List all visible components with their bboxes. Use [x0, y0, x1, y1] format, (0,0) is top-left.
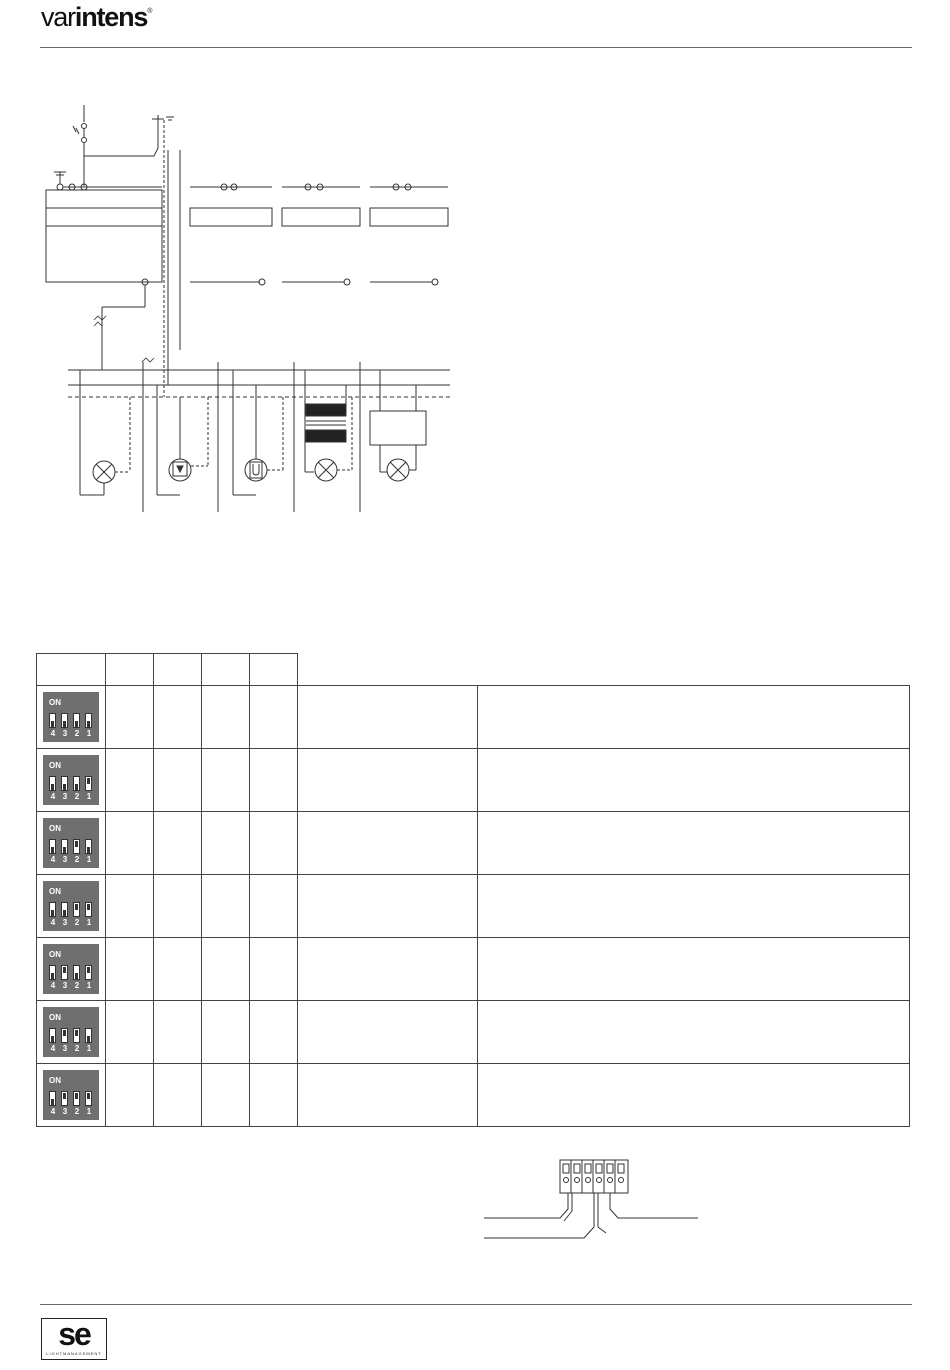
dip-switch-cell	[37, 1064, 106, 1127]
table-cell	[106, 1001, 154, 1064]
dip-switch-graphic	[43, 692, 99, 742]
dip-switch-lever	[85, 1091, 92, 1106]
dip-switch-number: 4	[50, 1107, 56, 1116]
footer-rule	[40, 1304, 912, 1305]
dip-switch-number: 4	[50, 729, 56, 738]
table-cell	[298, 686, 478, 749]
dip-switch-knob	[87, 778, 90, 784]
table-cell	[478, 938, 910, 1001]
table-cell	[478, 749, 910, 812]
dip-switch-number: 2	[74, 1107, 80, 1116]
dip-switch-lever	[73, 1028, 80, 1043]
dip-switch-lever	[73, 776, 80, 791]
table-cell	[250, 686, 298, 749]
table-cell	[298, 749, 478, 812]
dip-on-label: ON	[49, 1076, 61, 1085]
table-cell	[250, 1001, 298, 1064]
dip-switch-knob	[75, 973, 78, 979]
table-cell	[250, 749, 298, 812]
dip-on-label: ON	[49, 824, 61, 833]
table-cell	[298, 812, 478, 875]
table-cell	[250, 1064, 298, 1127]
dip-switch-number: 4	[50, 792, 56, 801]
transformer-lamp-load	[305, 370, 352, 481]
dip-switch-number: 4	[50, 855, 56, 864]
dip-switch-number: 1	[86, 981, 92, 990]
header-cell	[106, 654, 154, 686]
table-header-row	[37, 654, 910, 686]
dip-switch-lever	[61, 839, 68, 854]
dip-switch-knob	[51, 973, 54, 979]
dip-switch-number: 3	[62, 1107, 68, 1116]
dip-switch-cell	[37, 686, 106, 749]
dip-switch-lever	[61, 713, 68, 728]
dip-on-label: ON	[49, 1013, 61, 1022]
dip-switch-number: 1	[86, 729, 92, 738]
dip-switch-lever	[49, 839, 56, 854]
table-cell	[202, 749, 250, 812]
wiring-diagram	[40, 100, 460, 520]
table-cell	[154, 686, 202, 749]
table-cell	[154, 749, 202, 812]
dip-switch-lever	[85, 965, 92, 980]
table-cell	[478, 812, 910, 875]
dip-switch-number: 1	[86, 792, 92, 801]
dip-switch-number: 2	[74, 855, 80, 864]
dip-switch-lever	[73, 713, 80, 728]
table-row	[37, 812, 910, 875]
dip-switch-lever	[61, 902, 68, 917]
dip-switch-number: 3	[62, 855, 68, 864]
table-cell	[202, 812, 250, 875]
dip-switch-graphic	[43, 944, 99, 994]
registered-mark: ®	[147, 8, 152, 15]
dip-switch-number: 1	[86, 1107, 92, 1116]
table-cell	[106, 812, 154, 875]
dip-switch-lever	[49, 713, 56, 728]
brand-part-intens: intens	[74, 2, 148, 32]
dip-switch-knob	[87, 1093, 90, 1099]
se-logo	[41, 1318, 107, 1360]
dip-switch-cell	[37, 938, 106, 1001]
brand-part-var: var	[41, 2, 75, 32]
dip-switch-number: 2	[74, 918, 80, 927]
dip-switch-lever	[49, 965, 56, 980]
dip-switch-knob	[87, 1036, 90, 1042]
dip-switch-lever	[49, 776, 56, 791]
table-cell	[154, 875, 202, 938]
dip-switch-lever	[85, 1028, 92, 1043]
dip-switch-knob	[63, 1093, 66, 1099]
dip-switch-number: 3	[62, 1044, 68, 1053]
dip-switch-number: 3	[62, 729, 68, 738]
dip-switch-lever	[85, 902, 92, 917]
table-row	[37, 938, 910, 1001]
table-cell	[250, 812, 298, 875]
dip-switch-cell	[37, 875, 106, 938]
dip-switch-lever	[85, 776, 92, 791]
dip-switch-lever	[73, 965, 80, 980]
table-row	[37, 686, 910, 749]
dip-switch-graphic	[43, 1007, 99, 1057]
dip-switch-number: 4	[50, 1044, 56, 1053]
dip-switch-lever	[85, 713, 92, 728]
table-cell	[106, 938, 154, 1001]
table-cell	[154, 812, 202, 875]
table-cell	[154, 1001, 202, 1064]
dip-switch-knob	[51, 784, 54, 790]
dip-switch-graphic	[43, 818, 99, 868]
dip-switch-lever	[73, 902, 80, 917]
dip-switch-number: 4	[50, 981, 56, 990]
fluorescent-load	[233, 370, 283, 495]
terminal-connection-diagram	[480, 1157, 710, 1252]
module-1	[190, 184, 272, 285]
dip-switch-number: 1	[86, 918, 92, 927]
dip-switch-number: 2	[74, 981, 80, 990]
dip-switch-lever	[49, 902, 56, 917]
dip-switch-knob	[63, 910, 66, 916]
dip-switch-lever	[61, 1028, 68, 1043]
dip-on-label: ON	[49, 887, 61, 896]
dip-switch-cell	[37, 812, 106, 875]
table-cell	[106, 875, 154, 938]
table-cell	[154, 1064, 202, 1127]
ballast-lamp-load	[370, 370, 426, 481]
earth-symbol-top	[84, 115, 174, 156]
module-2	[282, 184, 360, 285]
table-cell	[202, 1001, 250, 1064]
table-cell	[298, 1064, 478, 1127]
table-cell	[298, 875, 478, 938]
dip-switch-knob	[75, 1030, 78, 1036]
dip-switch-table	[36, 653, 910, 1127]
dip-switch-knob	[87, 721, 90, 727]
header-cell	[154, 654, 202, 686]
dip-switch-knob	[63, 784, 66, 790]
table-row	[37, 1001, 910, 1064]
dip-switch-number: 2	[74, 729, 80, 738]
dip-switch-lever	[61, 776, 68, 791]
header-cell	[202, 654, 250, 686]
table-cell	[298, 1001, 478, 1064]
dip-switch-knob	[51, 847, 54, 853]
dip-on-label: ON	[49, 698, 61, 707]
dip-switch-cell	[37, 749, 106, 812]
dip-switch-knob	[87, 904, 90, 910]
table-row	[37, 875, 910, 938]
table-cell	[202, 1064, 250, 1127]
brand-logo	[41, 2, 151, 33]
dip-switch-knob	[63, 1030, 66, 1036]
dip-switch-knob	[75, 904, 78, 910]
dip-switch-lever	[61, 1091, 68, 1106]
header-rule	[40, 47, 912, 48]
table-cell	[250, 938, 298, 1001]
terminal-blocks	[563, 1160, 624, 1193]
dip-switch-knob	[75, 841, 78, 847]
table-cell	[478, 1001, 910, 1064]
table-cell	[106, 686, 154, 749]
table-row	[37, 1064, 910, 1127]
se-logo-mark: se	[58, 1316, 90, 1352]
push-switch-symbol	[73, 105, 87, 186]
dip-switch-graphic	[43, 755, 99, 805]
dip-switch-number: 3	[62, 981, 68, 990]
dip-switch-knob	[75, 784, 78, 790]
dip-switch-knob	[87, 967, 90, 973]
dip-on-label: ON	[49, 761, 61, 770]
dip-switch-number: 1	[86, 1044, 92, 1053]
dip-switch-lever	[49, 1028, 56, 1043]
table-cell	[250, 875, 298, 938]
table-cell	[298, 938, 478, 1001]
dip-on-label: ON	[49, 950, 61, 959]
dip-switch-number: 1	[86, 855, 92, 864]
dip-switch-knob	[75, 721, 78, 727]
dip-switch-lever	[85, 839, 92, 854]
dip-switch-graphic	[43, 881, 99, 931]
table-cell	[106, 749, 154, 812]
dip-switch-number: 2	[74, 1044, 80, 1053]
dip-switch-knob	[63, 721, 66, 727]
dip-switch-number: 2	[74, 792, 80, 801]
dip-switch-cell	[37, 1001, 106, 1064]
dip-switch-knob	[75, 1093, 78, 1099]
header-cell	[37, 654, 106, 686]
dip-switch-lever	[73, 839, 80, 854]
table-cell	[478, 875, 910, 938]
dip-switch-number: 4	[50, 918, 56, 927]
table-cell	[106, 1064, 154, 1127]
table-cell	[202, 938, 250, 1001]
table-cell	[478, 1064, 910, 1127]
dip-switch-number: 3	[62, 918, 68, 927]
dip-switch-knob	[51, 1036, 54, 1042]
header-blank	[298, 654, 478, 686]
earth-symbol-left	[54, 172, 66, 184]
table-cell	[154, 938, 202, 1001]
dip-switch-lever	[73, 1091, 80, 1106]
lamp-load-1	[80, 370, 130, 495]
table-cell	[478, 686, 910, 749]
header-blank	[478, 654, 910, 686]
dip-switch-number: 3	[62, 792, 68, 801]
table-cell	[202, 686, 250, 749]
se-logo-subtext: LIGHTMANAGEMENT	[46, 1351, 102, 1356]
dip-switch-knob	[63, 847, 66, 853]
table-row	[37, 749, 910, 812]
dip-switch-knob	[63, 967, 66, 973]
dip-switch-graphic	[43, 1070, 99, 1120]
module-3	[370, 184, 448, 285]
dip-switch-knob	[51, 1099, 54, 1105]
dip-switch-knob	[51, 721, 54, 727]
table-cell	[202, 875, 250, 938]
header-cell	[250, 654, 298, 686]
dip-switch-lever	[61, 965, 68, 980]
dip-switch-knob	[51, 910, 54, 916]
dip-switch-lever	[49, 1091, 56, 1106]
electronic-transformer-load	[157, 385, 208, 495]
dip-switch-knob	[87, 847, 90, 853]
